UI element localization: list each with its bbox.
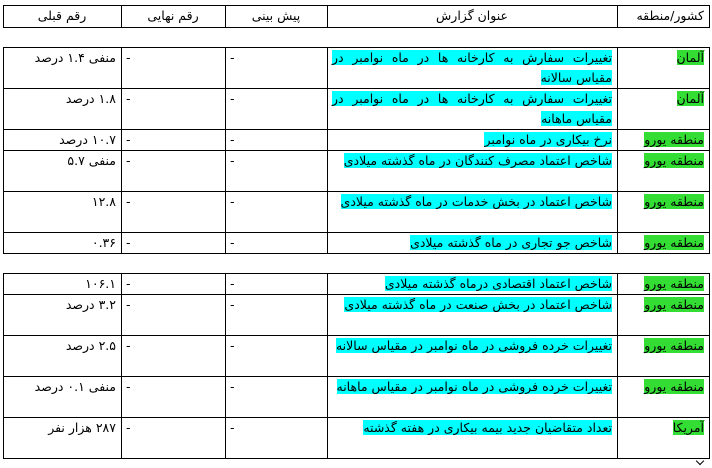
report-title-cell xyxy=(328,295,618,336)
forecast-cell: - xyxy=(226,295,328,336)
previous-cell: ۲.۵ درصد xyxy=(4,336,122,377)
actual-cell: - xyxy=(122,151,226,192)
table-row xyxy=(4,48,710,89)
report-title-cell xyxy=(328,89,618,130)
report-title-cell-text: شاخص اعتماد در بخش صنعت در ماه گذشته میلادی xyxy=(344,297,612,312)
actual-cell: - xyxy=(122,274,226,295)
header-forecast: پیش بینی xyxy=(226,6,328,28)
forecast-cell: - xyxy=(226,274,328,295)
forecast-cell: - xyxy=(226,418,328,459)
report-title-cell-text: شاخص اعتماد اقتصادی درماه گذشته میلادی xyxy=(384,276,612,291)
spacer-cell xyxy=(4,28,710,48)
country-cell xyxy=(618,377,710,418)
report-title-cell-text: شاخص اعتماد در بخش خدمات در ماه گذشته میلادی xyxy=(340,194,612,209)
report-title-cell-text: شاخص اعتماد مصرف کنندگان در ماه گذشته میلادی xyxy=(343,153,612,168)
report-title-cell-text: تعداد متقاضیان جدید بیمه بیکاری در هفته گذشته xyxy=(363,420,612,435)
previous-cell: ۱.۸ درصد xyxy=(4,89,122,130)
header-title: عنوان گزارش xyxy=(328,6,618,28)
country-cell xyxy=(618,418,710,459)
country-cell-text: منطقه یورو xyxy=(644,235,704,250)
country-cell xyxy=(618,274,710,295)
report-title-cell-text: تغییرات خرده فروشی در ماه نوامبر در مقیاس ماهانه xyxy=(336,379,612,394)
table-row xyxy=(4,336,710,377)
report-title-cell-text: تغییرات سفارش به کارخانه ها در ماه نوامبر در مقیاس سالانه xyxy=(332,50,612,85)
actual-cell: - xyxy=(122,233,226,254)
country-cell-text: منطقه یورو xyxy=(644,338,704,353)
report-title-cell-text: نرخ بیکاری در ماه نوامبر xyxy=(484,132,612,147)
country-cell-text: آلمان xyxy=(676,91,704,106)
country-cell xyxy=(618,336,710,377)
country-cell xyxy=(618,130,710,151)
country-cell-text: منطقه یورو xyxy=(644,297,704,312)
forecast-cell: - xyxy=(226,233,328,254)
actual-cell: - xyxy=(122,295,226,336)
previous-cell: ۰.۳۶ xyxy=(4,233,122,254)
report-title-cell xyxy=(328,418,618,459)
header-country: کشور/منطقه xyxy=(618,6,710,28)
previous-cell: ۲۸۷ هزار نفر xyxy=(4,418,122,459)
table-row xyxy=(4,233,710,254)
country-cell-text: آمریکا xyxy=(672,420,704,435)
forecast-cell: - xyxy=(226,151,328,192)
spacer-row xyxy=(4,254,710,274)
previous-cell: ۳.۲ درصد xyxy=(4,295,122,336)
country-cell xyxy=(618,295,710,336)
table-row xyxy=(4,151,710,192)
header-row xyxy=(4,6,710,28)
forecast-cell: - xyxy=(226,336,328,377)
report-title-cell xyxy=(328,130,618,151)
country-cell-text: منطقه یورو xyxy=(644,379,704,394)
country-cell-text: منطقه یورو xyxy=(644,153,704,168)
country-cell xyxy=(618,192,710,233)
actual-cell: - xyxy=(122,336,226,377)
header-actual: رقم نهایی xyxy=(122,6,226,28)
country-cell-text: منطقه یورو xyxy=(644,276,704,291)
previous-cell: ۱۲.۸ xyxy=(4,192,122,233)
previous-cell: ۱۰۶.۱ xyxy=(4,274,122,295)
country-cell-text: منطقه یورو xyxy=(644,194,704,209)
spacer-row xyxy=(4,28,710,48)
forecast-cell: - xyxy=(226,130,328,151)
country-cell-text: منطقه یورو xyxy=(644,132,704,147)
actual-cell: - xyxy=(122,192,226,233)
country-cell xyxy=(618,48,710,89)
forecast-cell: - xyxy=(226,192,328,233)
actual-cell: - xyxy=(122,89,226,130)
report-title-cell xyxy=(328,233,618,254)
country-cell-text: آلمان xyxy=(676,50,704,65)
header-previous: رقم قبلی xyxy=(4,6,122,28)
previous-cell: ۱۰.۷ درصد xyxy=(4,130,122,151)
report-title-cell xyxy=(328,48,618,89)
previous-cell: منفی ۱.۴ درصد xyxy=(4,48,122,89)
forecast-cell: - xyxy=(226,48,328,89)
economic-calendar-table xyxy=(3,5,710,459)
table-row xyxy=(4,295,710,336)
report-title-cell-text: تغییرات سفارش به کارخانه ها در ماه نوامبر در مقیاس ماهانه xyxy=(332,91,612,126)
spacer-cell xyxy=(4,254,710,274)
actual-cell: - xyxy=(122,48,226,89)
actual-cell: - xyxy=(122,418,226,459)
report-title-cell xyxy=(328,336,618,377)
report-title-cell xyxy=(328,377,618,418)
report-title-cell xyxy=(328,274,618,295)
table-row xyxy=(4,192,710,233)
report-title-cell-text: شاخص جو تجاری در ماه گذشته میلادی xyxy=(410,235,612,250)
table-row xyxy=(4,130,710,151)
table-row xyxy=(4,377,710,418)
report-title-cell xyxy=(328,151,618,192)
previous-cell: منفی ۵.۷ xyxy=(4,151,122,192)
table-row xyxy=(4,418,710,459)
forecast-cell: - xyxy=(226,89,328,130)
forecast-cell: - xyxy=(226,377,328,418)
report-title-cell-text: تغییرات خرده فروشی در ماه نوامبر در مقیاس سالانه xyxy=(335,338,612,353)
actual-cell: - xyxy=(122,130,226,151)
previous-cell: منفی ۰.۱ درصد xyxy=(4,377,122,418)
table-row xyxy=(4,274,710,295)
country-cell xyxy=(618,89,710,130)
country-cell xyxy=(618,233,710,254)
country-cell xyxy=(618,151,710,192)
table-row xyxy=(4,89,710,130)
actual-cell: - xyxy=(122,377,226,418)
report-title-cell xyxy=(328,192,618,233)
